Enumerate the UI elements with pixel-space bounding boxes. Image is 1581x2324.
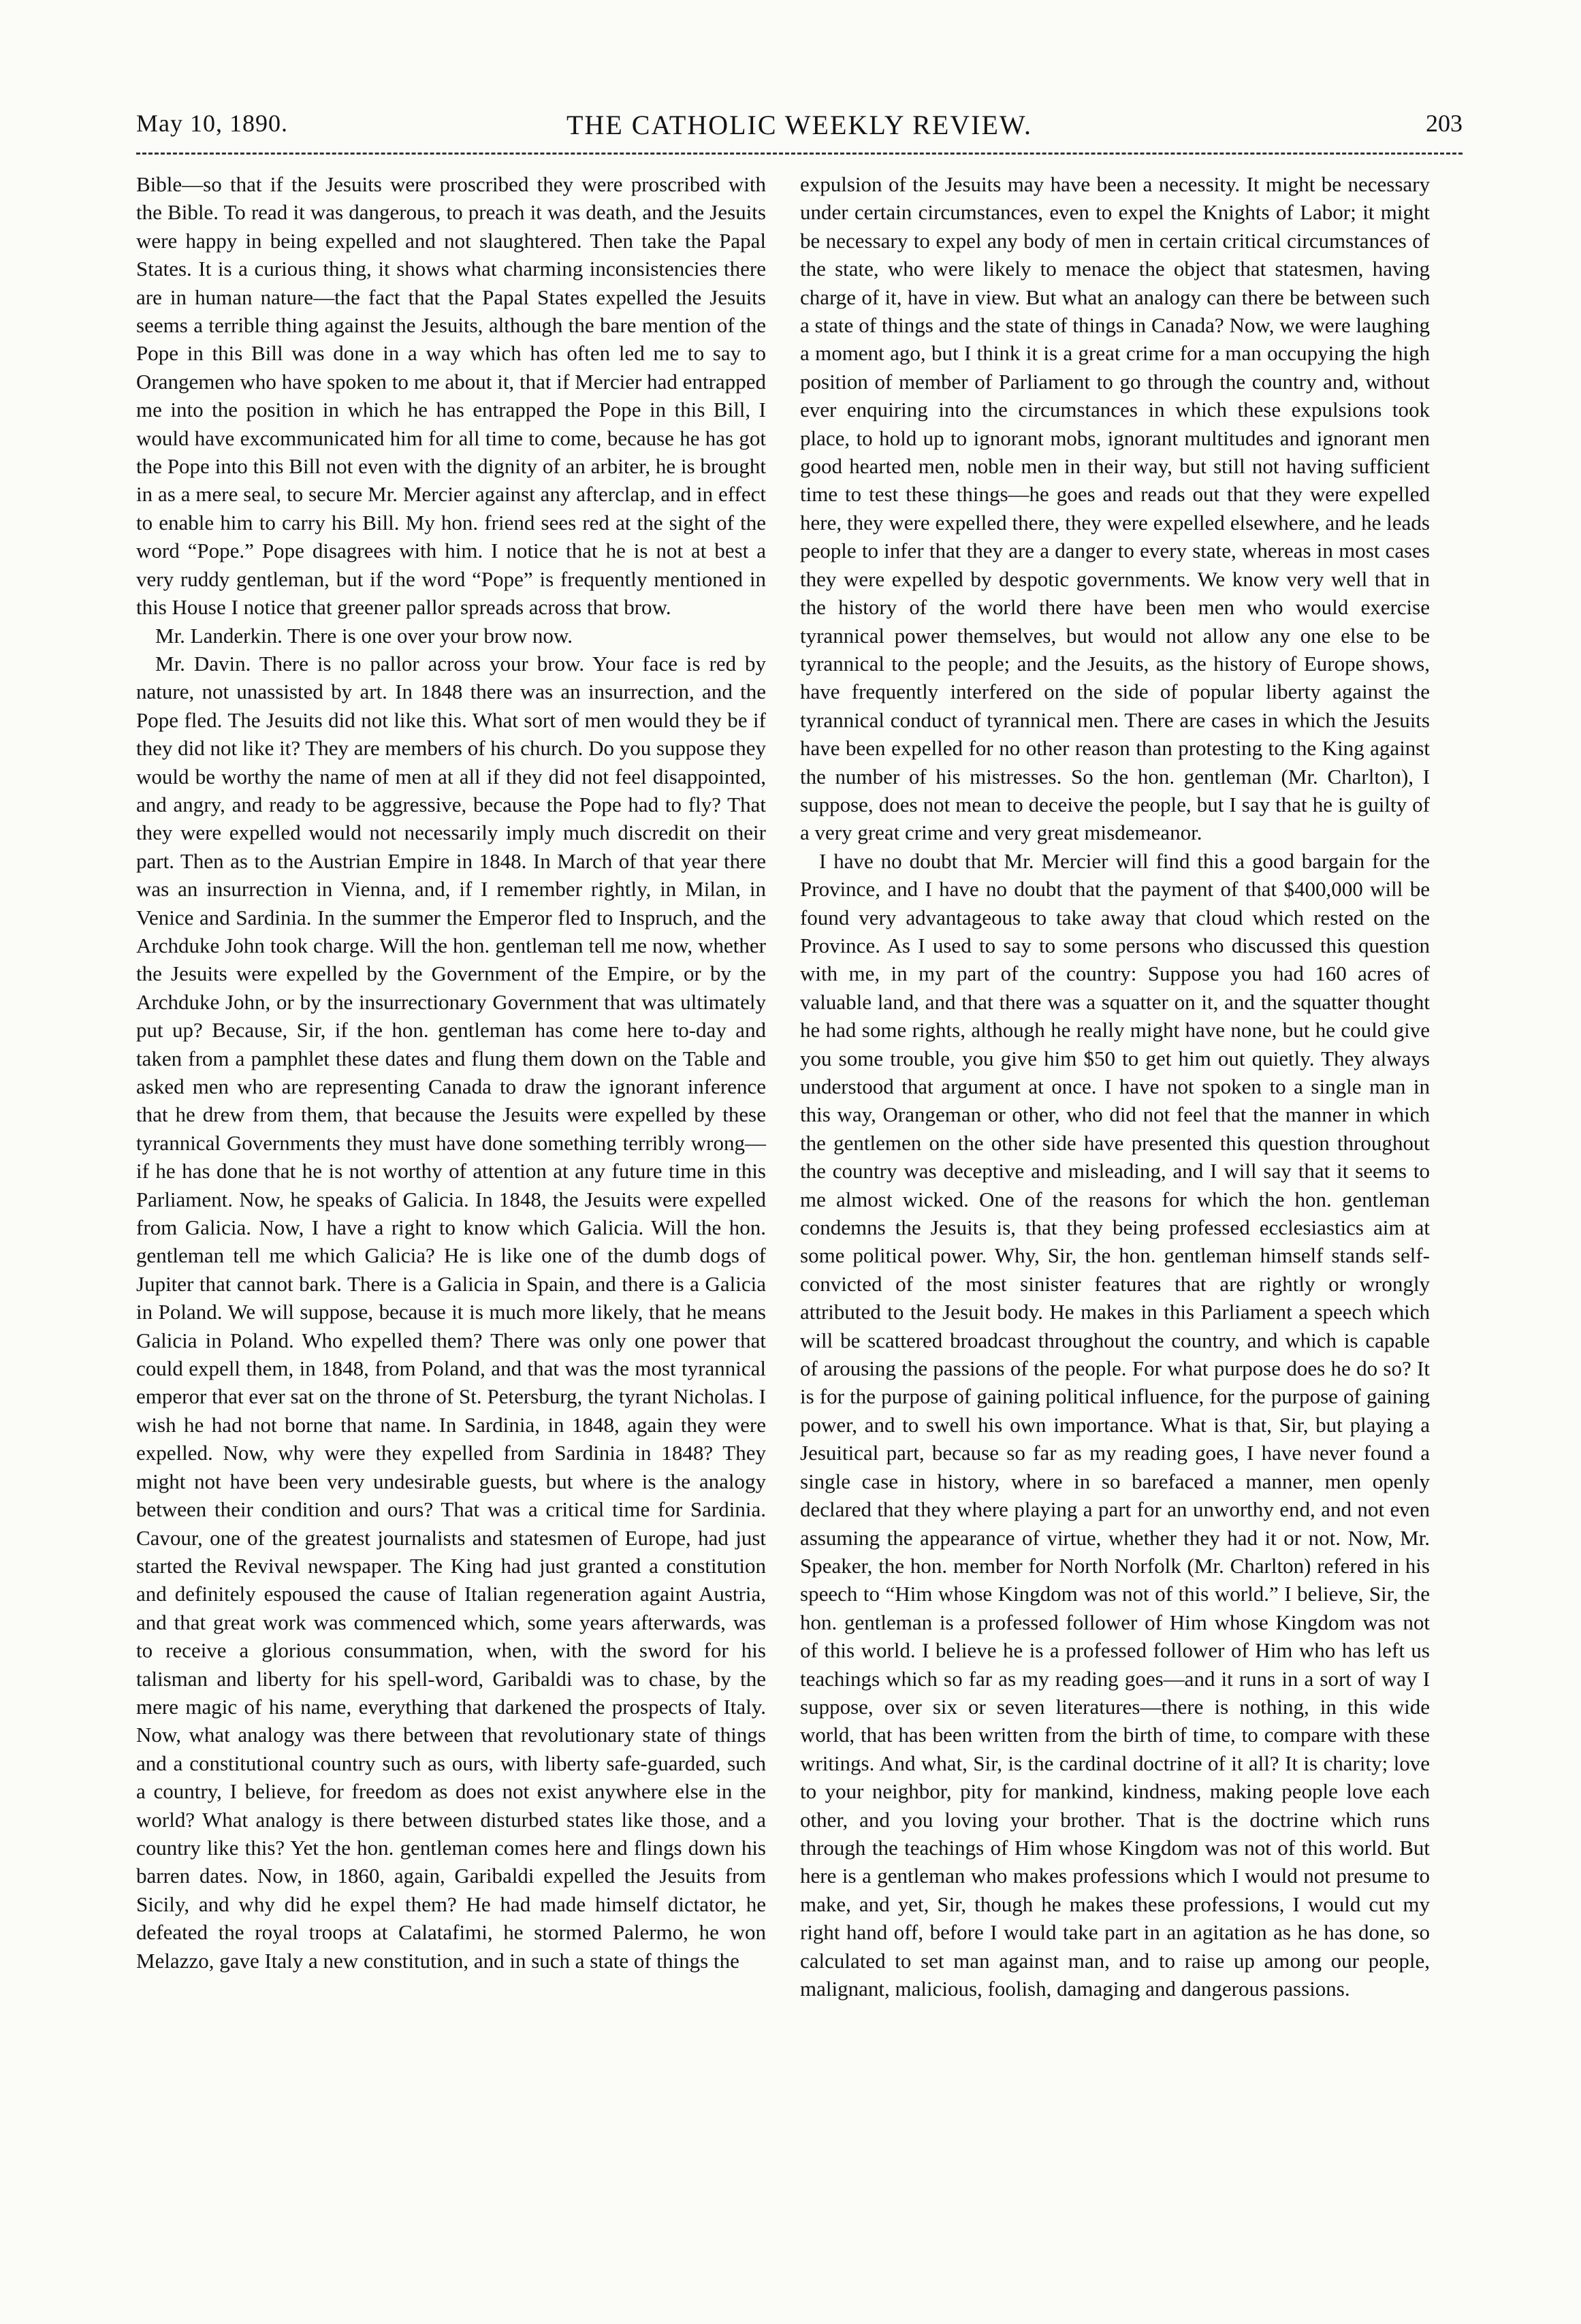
paragraph: Mr. Landerkin. There is one over your brow now.	[155, 623, 573, 648]
paragraph: Bible—so that if the Jesuits were proscribed they were proscribed with the Bible. To read it was dangerous, to preach it was death, and the Jesuits were happy in being expelled and not slaughtered. Then take the Papal States. It is a curious thing, it shows what charming inconsistencies there are in human nature—the fact that the Papal States expelled the Jesuits seems a terrible thing against the Jesuits, although the bare mention of the Pope in this Bill was done in a way which has often led me to say to Orangemen who have spoken to me about it, that if Mercier had entrapped me into the position in which he has entrapped the Pope in this Bill, I would have excommunicated him for all time to come, because he has got the Pope into this Bill not even with the dignity of an arbiter, he is brought in as a mere seal, to secure Mr. Mercier against any afterclap, and in effect to enable him to carry his Bill. My hon. friend sees red at the sight of the word “Pope.” Pope disagrees with him. I notice that he is not at best a very ruddy gentleman, but if the word “Pope” is frequently mentioned in this House I notice that greener pallor spreads across that brow.	[136, 172, 766, 620]
paragraph: I have no doubt that Mr. Mercier will find this a good bargain for the Province, and I have no doubt that the payment of that $400,000 will be found very advantageous to take away that cloud which rested on the Province. As I used to say to some persons who discussed this question with me, in my part of the country: Suppose you had 160 acres of valuable land, and that there was a squatter on it, and the squatter thought he had some rights, although he really might have none, but he could give you some trouble, you give him $50 to get him out quietly. They always understood that argument at once. I have not spoken to a single man in this way, Orangeman or other, who did not feel that the manner in which the gentlemen on the other side have presented this question throughout the country was deceptive and misleading, and I will say that it seems to me almost wicked. One of the reasons for which the hon. gentleman condemns the Jesuits is, that they being professed ecclesiastics aim at some political power. Why, Sir, the hon. gentleman himself stands self-convicted of the most sinister features that are rightly or wrongly attributed to the Jesuit body. He makes in this Parliament a speech which will be scattered broadcast throughout the country, and which is capable of arousing the passions of the people. For what purpose does he do so? It is for the purpose of gaining political influence, for the purpose of gaining power, and to swell his own importance. What is that, Sir, but playing a Jesuitical part, because so far as my reading goes, I have never found a single case in history, where in so barefaced a manner, men openly declared that they where playing a part for an unworthy end, and not even assuming the appearance of virtue, whether they had it or not. Now, Mr. Speaker, the hon. member for North Norfolk (Mr. Charlton) refered in his speech to “Him whose Kingdom was not of this world.” I believe, Sir, the hon. gentleman is a professed follower of Him whose Kingdom was not of this world. I believe he is a professed follower of Him who has left us teachings which so far as my reading goes—and it runs in a sort of way I suppose, over six or seven literatures—there is nothing, in this wide world, that has been written from the birth of time, to compare with these writings. And what, Sir, is the cardinal doctrine of it all? It is charity; love to your neighbor, pity for mankind, kindness, making people love each other, and you loving your brother. That is the doctrine which runs through the teachings of Him whose Kingdom was not of this world. But here is a gentleman who makes professions which I would not presume to make, and yet, Sir, though he makes these professions, I would cut my right hand off, before I would take part in an agitation as he has done, so calculated to set man against man, and to raise up among our people, malignant, malicious, foolish, damaging and dangerous passions.	[800, 848, 1430, 2001]
issue-date: May 10, 1890.	[136, 110, 288, 137]
left-column	[136, 170, 766, 1975]
page-header	[136, 109, 1463, 144]
page-number: 203	[1426, 110, 1463, 137]
publication-title: THE CATHOLIC WEEKLY REVIEW.	[566, 110, 1032, 140]
right-column	[800, 170, 1430, 2003]
paragraph: expulsion of the Jesuits may have been a necessity. It might be necessary under certain circumstances, even to expel the Knights of Labor; it might be necessary to expel any body of men in certain critical circumstances of the state, who were likely to menace the object that statesmen, having charge of it, have in view. But what an analogy can there be between such a state of things and the state of things in Canada? Now, we were laughing a moment ago, but I think it is a great crime for a man occupying the high position of member of Parliament to go through the country and, without ever enquiring into the circumstances in which these expulsions took place, to hold up to ignorant mobs, ignorant multitudes and ignorant men good hearted men, noble men in their way, but still not having sufficient time to test these things—he goes and reads out that they were expelled here, they were expelled there, they were expelled elsewhere, and he leads people to infer that they are a danger to every state, whereas in most cases they were expelled by despotic governments. We know very well that in the history of the world there have been men who would exercise tyrannical power themselves, but would not allow any one else to be tyrannical to the people; and the Jesuits, as the history of Europe shows, have frequently interfered on the side of popular liberty against the tyrannical conduct of tyrannical men. There are cases in which the Jesuits have been expelled for no other reason than protesting to the King against the number of his mistresses. So the hon. gentleman (Mr. Charlton), I suppose, does not mean to deceive the people, but I say that he is guilty of a very great crime and very great misdemeanor.	[800, 172, 1430, 845]
paragraph: Mr. Davin. There is no pallor across your brow. Your face is red by nature, not unassisted by art. In 1848 there was an insurrection, and the Pope fled. The Jesuits did not like this. What sort of men would they be if they did not like it? They are members of his church. Do you suppose they would be worthy the name of men at all if they did not feel disappointed, and angry, and ready to be aggressive, because the Pope had to fly? That they were expelled would not necessarily imply much discredit on their part. Then as to the Austrian Empire in 1848. In March of that year there was an insurrection in Vienna, and, if I remember rightly, in Milan, in Venice and Sardinia. In the summer the Emperor fled to Inspruch, and the Archduke John took charge. Will the hon. gentleman tell me now, whether the Jesuits were expelled by the Government of the Empire, or by the Archduke John, or by the insurrectionary Government that was ultimately put up? Because, Sir, if the hon. gentleman has come here to-day and taken from a pamphlet these dates and flung them down on the Table and asked men who are representing Canada to draw the ignorant inference that he drew from them, that because the Jesuits were expelled by these tyrannical Governments they must have done something terribly wrong—if he has done that he is not worthy of attention at any future time in this Parliament. Now, he speaks of Galicia. In 1848, the Jesuits were expelled from Galicia. Now, I have a right to know which Galicia. Will the hon. gentleman tell me which Galicia? He is like one of the dumb dogs of Jupiter that cannot bark. There is a Galicia in Spain, and there is a Galicia in Poland. We will suppose, because it is much more likely, that he means Galicia in Poland. Who expelled them? There was only one power that could expell them, in 1848, from Poland, and that was the most tyrannical emperor that ever sat on the throne of St. Petersburg, the tyrant Nicholas. I wish he had not borne that name. In Sardinia, in 1848, again they were expelled. Now, why were they expelled from Sardinia in 1848? They might not have been very undesirable guests, but where is the analogy between their condition and ours? That was a critical time for Sardinia. Cavour, one of the greatest journalists and statesmen of Europe, had just started the Revival newspaper. The King had just granted a constitution and definitely espoused the cause of Italian regeneration againt Austria, and that great work was commenced which, some years afterwards, was to receive a glorious consummation, when, with the sword for his talisman and liberty for his spell-word, Garibaldi was to chase, by the mere magic of his name, everything that darkened the prospects of Italy. Now, what analogy was there between that revolutionary state of things and a constitutional country such as ours, with liberty safe-guarded, such a country, I believe, for freedom as does not exist anywhere else in the world? What analogy is there between disturbed states like those, and a country like this? Yet the hon. gentleman comes here and flings down his barren dates. Now, in 1860, again, Garibaldi expelled the Jesuits from Sicily, and why did he expel them? He had made himself dictator, he defeated the royal troops at Calatafimi, he stormed Palermo, he won Melazzo, gave Italy a new constitution, and in such a state of things the	[136, 651, 766, 1973]
header-divider	[136, 153, 1463, 155]
